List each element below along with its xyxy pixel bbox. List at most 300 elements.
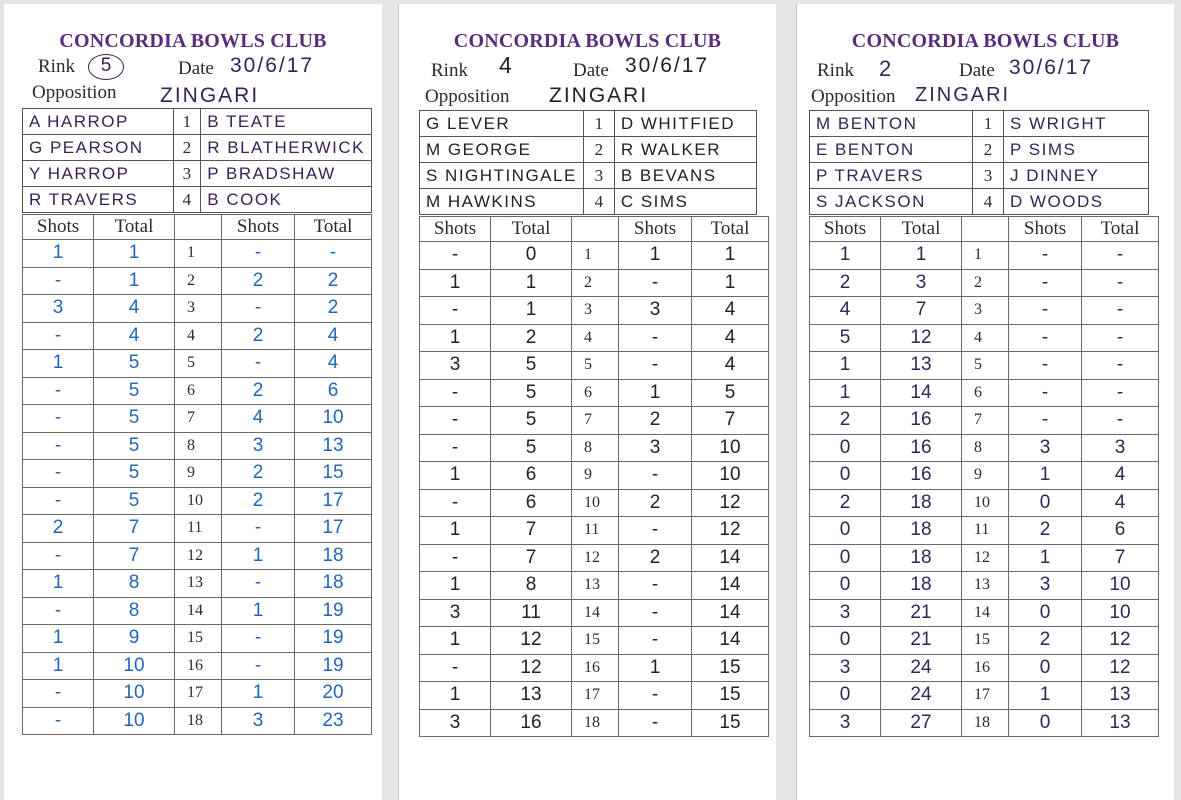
- opp-shots-cell: 2: [222, 322, 295, 350]
- date-value: 30/6/17: [1009, 56, 1094, 79]
- opp-shots-cell: -: [1009, 269, 1082, 297]
- opp-shots-cell: 2: [222, 377, 295, 405]
- scorecard-rink-5: [4, 4, 382, 800]
- away-player: P BRADSHAW: [201, 161, 372, 187]
- opp-shots-cell: 3: [619, 297, 692, 325]
- score-header-row: [23, 215, 372, 240]
- scorecard-rink-2: [796, 4, 1174, 800]
- away-player: R WALKER: [614, 137, 756, 163]
- opp-total-cell: 2: [295, 295, 372, 323]
- position-number: 2: [583, 137, 614, 163]
- score-row: [810, 709, 1159, 737]
- home-shots-cell: 1: [23, 625, 94, 653]
- home-shots-cell: -: [23, 460, 94, 488]
- opp-shots-cell: 1: [222, 680, 295, 708]
- home-shots-cell: 3: [420, 599, 491, 627]
- home-shots-cell: -: [23, 597, 94, 625]
- score-row: [23, 625, 372, 653]
- position-number: 2: [173, 135, 201, 161]
- home-shots-cell: -: [420, 407, 491, 435]
- opp-total-cell: 15: [692, 709, 769, 737]
- home-total-cell: 12: [881, 324, 962, 352]
- opp-shots-cell: 1: [222, 542, 295, 570]
- score-row: [810, 352, 1159, 380]
- home-total-cell: 16: [491, 709, 572, 737]
- score-row: [810, 572, 1159, 600]
- end-number-cell: 14: [962, 599, 1009, 627]
- opp-shots-cell: 2: [222, 460, 295, 488]
- home-shots-cell: -: [420, 434, 491, 462]
- player-row: [420, 163, 757, 189]
- home-shots-cell: -: [420, 654, 491, 682]
- date-label: Date: [178, 58, 214, 79]
- end-number-cell: 4: [572, 324, 619, 352]
- home-total-cell: 16: [881, 434, 962, 462]
- score-row: [420, 379, 769, 407]
- home-shots-cell: 3: [810, 709, 881, 737]
- opp-shots-cell: 2: [619, 544, 692, 572]
- opp-shots-cell: -: [619, 269, 692, 297]
- end-number-cell: 1: [962, 242, 1009, 270]
- opp-total-cell: 10: [692, 462, 769, 490]
- score-row: [23, 295, 372, 323]
- opposition-label: Opposition: [425, 86, 510, 107]
- away-player: D WHITFIED: [614, 111, 756, 137]
- home-shots-cell: 2: [810, 489, 881, 517]
- score-row: [23, 377, 372, 405]
- player-row: [810, 189, 1149, 215]
- opp-total-cell: 19: [295, 652, 372, 680]
- home-shots-cell: -: [420, 297, 491, 325]
- end-number-cell: 2: [962, 269, 1009, 297]
- opp-shots-cell: -: [619, 709, 692, 737]
- score-row: [420, 654, 769, 682]
- club-title: CONCORDIA BOWLS CLUB: [59, 30, 327, 52]
- home-shots-cell: 2: [810, 407, 881, 435]
- away-player: B TEATE: [201, 109, 372, 135]
- opp-shots-cell: -: [619, 352, 692, 380]
- opp-shots-cell: 2: [1009, 627, 1082, 655]
- home-total-cell: 0: [491, 242, 572, 270]
- home-total-cell: 24: [881, 654, 962, 682]
- score-row: [810, 654, 1159, 682]
- home-player: R TRAVERS: [23, 187, 174, 213]
- opp-total-cell: 14: [692, 627, 769, 655]
- opp-total-cell: 12: [1082, 654, 1159, 682]
- home-total-cell: 7: [94, 515, 175, 543]
- home-total-cell: 7: [491, 544, 572, 572]
- end-number-cell: 5: [962, 352, 1009, 380]
- home-total-cell: 1: [881, 242, 962, 270]
- opp-total-cell: 10: [692, 434, 769, 462]
- opp-total-cell: 14: [692, 599, 769, 627]
- end-number-cell: 12: [962, 544, 1009, 572]
- opp-shots-cell: 2: [1009, 517, 1082, 545]
- home-shots-cell: 3: [810, 654, 881, 682]
- home-total-cell: 16: [881, 407, 962, 435]
- home-total-cell: 27: [881, 709, 962, 737]
- score-row: [810, 544, 1159, 572]
- end-number-cell: 2: [572, 269, 619, 297]
- home-total-cell: 8: [94, 570, 175, 598]
- home-total-cell: 3: [881, 269, 962, 297]
- opp-shots-cell: 1: [222, 597, 295, 625]
- end-number-cell: 15: [962, 627, 1009, 655]
- home-total-cell: 5: [94, 487, 175, 515]
- player-row: [23, 135, 372, 161]
- home-total-cell: 10: [94, 707, 175, 735]
- opp-total-cell: 4: [692, 297, 769, 325]
- opp-shots-cell: 2: [222, 267, 295, 295]
- opp-total-cell: 10: [295, 405, 372, 433]
- home-total-cell: 4: [94, 295, 175, 323]
- scorecard-rink-4: [398, 4, 776, 800]
- home-total-cell: 7: [491, 517, 572, 545]
- opp-total-cell: 4: [1082, 489, 1159, 517]
- opp-total-cell: -: [1082, 379, 1159, 407]
- home-total-cell: 5: [491, 407, 572, 435]
- score-row: [810, 517, 1159, 545]
- player-row: [23, 187, 372, 213]
- opp-total-cell: 17: [295, 515, 372, 543]
- home-total-cell: 5: [491, 434, 572, 462]
- opp-total-cell: 1: [692, 269, 769, 297]
- opp-shots-cell: -: [222, 240, 295, 268]
- opp-shots-cell: 1: [1009, 682, 1082, 710]
- score-row: [810, 407, 1159, 435]
- rink-label: Rink: [431, 60, 468, 81]
- opp-total-cell: 15: [295, 460, 372, 488]
- score-row: [420, 407, 769, 435]
- player-row: [810, 137, 1149, 163]
- away-player: D WOODS: [1004, 189, 1149, 215]
- opp-shots-cell: 0: [1009, 709, 1082, 737]
- score-row: [810, 379, 1159, 407]
- opp-total-cell: 1: [692, 242, 769, 270]
- end-number-cell: 17: [962, 682, 1009, 710]
- opp-shots-header: Shots: [222, 215, 295, 240]
- opp-shots-cell: 3: [619, 434, 692, 462]
- date-value: 30/6/17: [625, 54, 710, 77]
- home-player: A HARROP: [23, 109, 174, 135]
- home-total-cell: 7: [881, 297, 962, 325]
- home-total-cell: 5: [94, 432, 175, 460]
- home-player: M GEORGE: [420, 137, 584, 163]
- opp-shots-cell: 1: [1009, 544, 1082, 572]
- home-shots-cell: 1: [810, 352, 881, 380]
- home-total-cell: 1: [491, 297, 572, 325]
- home-total-cell: 8: [94, 597, 175, 625]
- players-table: [22, 108, 372, 213]
- home-shots-cell: 0: [810, 627, 881, 655]
- home-shots-cell: 1: [810, 379, 881, 407]
- end-number-cell: 15: [572, 627, 619, 655]
- opp-shots-cell: -: [619, 324, 692, 352]
- away-player: P SIMS: [1004, 137, 1149, 163]
- score-row: [810, 434, 1159, 462]
- position-number: 3: [173, 161, 201, 187]
- home-player: E BENTON: [810, 137, 973, 163]
- end-number-cell: 5: [175, 350, 222, 378]
- end-number-cell: 9: [572, 462, 619, 490]
- shots-header: Shots: [810, 217, 881, 242]
- home-total-cell: 16: [881, 462, 962, 490]
- score-row: [810, 324, 1159, 352]
- opp-shots-cell: -: [1009, 324, 1082, 352]
- opposition-value: ZINGARI: [160, 84, 260, 107]
- rink-label: Rink: [38, 56, 75, 77]
- opp-shots-cell: -: [619, 599, 692, 627]
- opp-total-cell: 10: [1082, 572, 1159, 600]
- home-shots-cell: 4: [810, 297, 881, 325]
- end-number-cell: 10: [572, 489, 619, 517]
- home-total-cell: 6: [491, 489, 572, 517]
- home-total-cell: 10: [94, 680, 175, 708]
- opp-shots-header: Shots: [619, 217, 692, 242]
- home-shots-cell: 1: [420, 572, 491, 600]
- score-row: [23, 542, 372, 570]
- home-shots-cell: -: [23, 680, 94, 708]
- opp-total-cell: 7: [692, 407, 769, 435]
- player-row: [420, 137, 757, 163]
- end-number-cell: 18: [175, 707, 222, 735]
- score-row: [23, 267, 372, 295]
- opp-total-cell: 18: [295, 570, 372, 598]
- score-table: [419, 216, 769, 737]
- opp-total-header: Total: [295, 215, 372, 240]
- opp-shots-cell: 4: [222, 405, 295, 433]
- opp-shots-cell: -: [222, 570, 295, 598]
- home-shots-cell: 1: [23, 240, 94, 268]
- player-row: [23, 109, 372, 135]
- end-number-cell: 11: [962, 517, 1009, 545]
- end-number-cell: 9: [175, 460, 222, 488]
- away-player: C SIMS: [614, 189, 756, 215]
- club-title: CONCORDIA BOWLS CLUB: [851, 30, 1120, 52]
- end-number-cell: 13: [175, 570, 222, 598]
- date-label: Date: [959, 60, 995, 81]
- opp-total-cell: 15: [692, 682, 769, 710]
- end-number-cell: 4: [175, 322, 222, 350]
- opp-total-cell: 6: [295, 377, 372, 405]
- away-player: R BLATHERWICK: [201, 135, 372, 161]
- score-row: [23, 322, 372, 350]
- score-row: [23, 487, 372, 515]
- opp-shots-cell: -: [619, 462, 692, 490]
- home-total-cell: 5: [94, 350, 175, 378]
- opposition-value: ZINGARI: [549, 84, 649, 107]
- opp-shots-cell: -: [1009, 407, 1082, 435]
- home-total-cell: 1: [94, 240, 175, 268]
- end-number-cell: 16: [572, 654, 619, 682]
- home-shots-cell: 1: [810, 242, 881, 270]
- score-header-row: [810, 217, 1159, 242]
- home-shots-cell: 1: [23, 350, 94, 378]
- home-total-cell: 7: [94, 542, 175, 570]
- end-number-cell: 7: [175, 405, 222, 433]
- score-row: [810, 599, 1159, 627]
- opp-total-cell: 19: [295, 597, 372, 625]
- opp-shots-cell: -: [222, 625, 295, 653]
- position-number: 1: [173, 109, 201, 135]
- end-number-cell: 6: [175, 377, 222, 405]
- end-number-cell: 11: [175, 515, 222, 543]
- home-shots-cell: -: [420, 242, 491, 270]
- players-table: [809, 110, 1149, 215]
- home-shots-cell: -: [23, 487, 94, 515]
- end-number-cell: 13: [572, 572, 619, 600]
- score-row: [23, 432, 372, 460]
- score-row: [420, 709, 769, 737]
- opposition-label: Opposition: [32, 82, 117, 103]
- opp-total-cell: 4: [692, 324, 769, 352]
- opp-shots-header: Shots: [1009, 217, 1082, 242]
- total-header: Total: [881, 217, 962, 242]
- position-number: 4: [173, 187, 201, 213]
- home-total-cell: 5: [94, 405, 175, 433]
- opp-total-cell: 12: [692, 489, 769, 517]
- opp-total-cell: -: [295, 240, 372, 268]
- home-total-cell: 6: [491, 462, 572, 490]
- date-label: Date: [573, 60, 609, 81]
- opp-total-cell: 7: [1082, 544, 1159, 572]
- score-table: [809, 216, 1159, 737]
- home-total-cell: 18: [881, 544, 962, 572]
- home-total-cell: 5: [491, 352, 572, 380]
- opp-total-cell: -: [1082, 242, 1159, 270]
- opp-total-cell: 4: [692, 352, 769, 380]
- end-number-cell: 1: [175, 240, 222, 268]
- player-row: [420, 189, 757, 215]
- players-table: [419, 110, 757, 215]
- end-number-cell: 16: [175, 652, 222, 680]
- score-row: [420, 599, 769, 627]
- position-number: 2: [973, 137, 1004, 163]
- home-total-cell: 5: [491, 379, 572, 407]
- end-number-cell: 7: [962, 407, 1009, 435]
- score-row: [23, 460, 372, 488]
- position-number: 1: [973, 111, 1004, 137]
- opposition-label: Opposition: [811, 86, 896, 107]
- score-row: [420, 297, 769, 325]
- end-number-cell: 9: [962, 462, 1009, 490]
- score-row: [420, 269, 769, 297]
- opp-total-cell: 13: [295, 432, 372, 460]
- home-total-cell: 1: [94, 267, 175, 295]
- score-row: [810, 269, 1159, 297]
- opp-total-cell: 2: [295, 267, 372, 295]
- opp-shots-cell: 2: [619, 407, 692, 435]
- end-number-cell: 10: [962, 489, 1009, 517]
- home-shots-cell: 2: [810, 269, 881, 297]
- home-shots-cell: 1: [420, 324, 491, 352]
- home-total-cell: 2: [491, 324, 572, 352]
- opp-total-cell: -: [1082, 324, 1159, 352]
- opp-shots-cell: 3: [222, 432, 295, 460]
- home-player: S NIGHTINGALE: [420, 163, 584, 189]
- end-number-cell: 6: [962, 379, 1009, 407]
- rink-label: Rink: [817, 60, 854, 81]
- opp-shots-cell: 3: [222, 707, 295, 735]
- away-player: J DINNEY: [1004, 163, 1149, 189]
- total-header: Total: [94, 215, 175, 240]
- home-total-cell: 21: [881, 627, 962, 655]
- home-shots-cell: 1: [420, 682, 491, 710]
- opp-total-cell: 4: [1082, 462, 1159, 490]
- home-player: Y HARROP: [23, 161, 174, 187]
- opp-shots-cell: -: [1009, 352, 1082, 380]
- home-total-cell: 13: [491, 682, 572, 710]
- end-number-cell: 12: [175, 542, 222, 570]
- shots-header: Shots: [23, 215, 94, 240]
- home-total-cell: 5: [94, 460, 175, 488]
- opp-shots-cell: -: [222, 350, 295, 378]
- opp-total-cell: -: [1082, 269, 1159, 297]
- opp-shots-cell: -: [222, 652, 295, 680]
- away-player: S WRIGHT: [1004, 111, 1149, 137]
- end-number-cell: 14: [572, 599, 619, 627]
- home-shots-cell: -: [23, 542, 94, 570]
- opp-total-cell: 14: [692, 544, 769, 572]
- home-shots-cell: 0: [810, 544, 881, 572]
- opp-total-cell: 19: [295, 625, 372, 653]
- opp-total-cell: 23: [295, 707, 372, 735]
- home-shots-cell: -: [420, 544, 491, 572]
- shots-header: Shots: [420, 217, 491, 242]
- score-row: [420, 627, 769, 655]
- score-row: [420, 544, 769, 572]
- away-player: B BEVANS: [614, 163, 756, 189]
- home-total-cell: 12: [491, 627, 572, 655]
- opp-total-cell: 20: [295, 680, 372, 708]
- opp-total-cell: 10: [1082, 599, 1159, 627]
- score-row: [420, 517, 769, 545]
- opp-shots-cell: 0: [1009, 654, 1082, 682]
- opp-total-cell: -: [1082, 352, 1159, 380]
- rink-number: 2: [879, 56, 894, 81]
- club-title: CONCORDIA BOWLS CLUB: [453, 30, 722, 52]
- total-header: Total: [491, 217, 572, 242]
- position-number: 1: [583, 111, 614, 137]
- score-row: [810, 682, 1159, 710]
- opp-total-cell: 5: [692, 379, 769, 407]
- opp-total-cell: -: [1082, 297, 1159, 325]
- opp-shots-cell: -: [1009, 297, 1082, 325]
- player-row: [810, 163, 1149, 189]
- opp-total-cell: 12: [1082, 627, 1159, 655]
- rink-number: 4: [499, 52, 514, 78]
- home-shots-cell: 1: [420, 462, 491, 490]
- score-row: [23, 350, 372, 378]
- home-shots-cell: -: [420, 379, 491, 407]
- opp-shots-cell: -: [222, 515, 295, 543]
- end-number-cell: 4: [962, 324, 1009, 352]
- home-player: M HAWKINS: [420, 189, 584, 215]
- score-row: [23, 570, 372, 598]
- home-shots-cell: 0: [810, 682, 881, 710]
- home-shots-cell: 0: [810, 572, 881, 600]
- end-number-cell: 5: [572, 352, 619, 380]
- score-row: [420, 434, 769, 462]
- opp-shots-cell: 2: [619, 489, 692, 517]
- score-header-row: [420, 217, 769, 242]
- opp-total-header: Total: [692, 217, 769, 242]
- end-header: [572, 217, 619, 242]
- home-player: G LEVER: [420, 111, 584, 137]
- home-shots-cell: 1: [420, 517, 491, 545]
- score-row: [810, 489, 1159, 517]
- position-number: 3: [973, 163, 1004, 189]
